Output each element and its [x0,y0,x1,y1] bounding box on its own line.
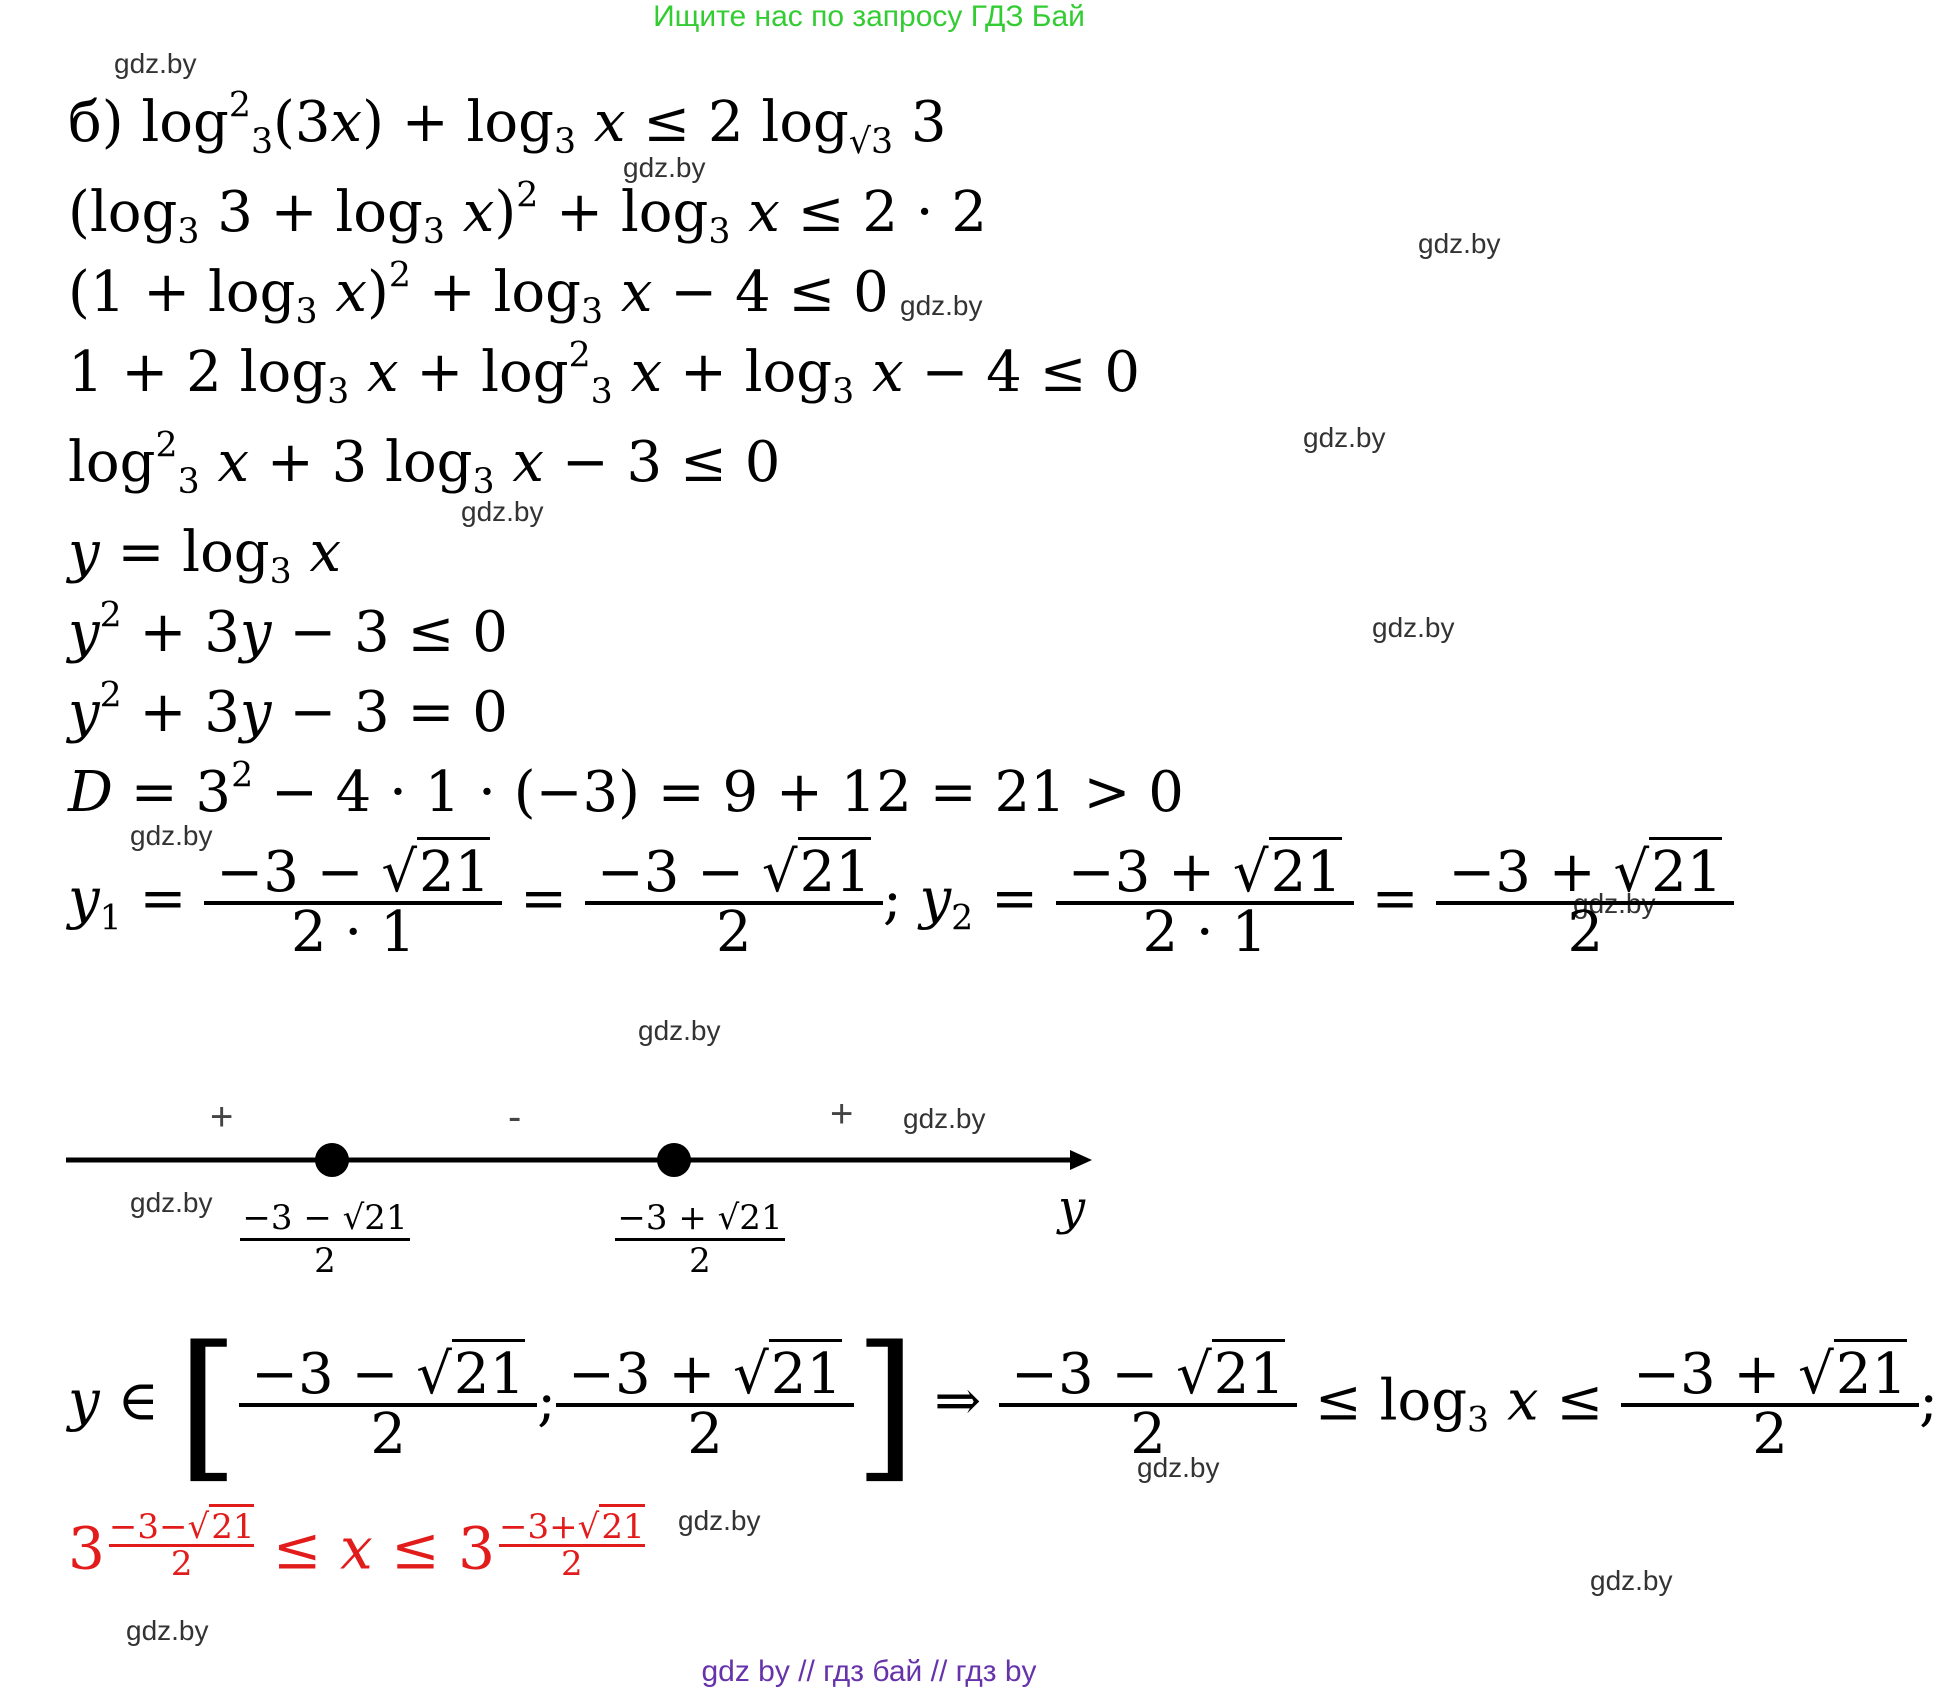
watermark: gdz.by [1590,1565,1673,1596]
watermark: gdz.by [126,1615,209,1646]
sign-minus-middle: - [508,1095,522,1139]
item-label: б) [68,90,124,155]
point-label-1-den: 2 [240,1238,410,1281]
watermark: gdz.by [1137,1452,1220,1483]
watermark: gdz.by [461,496,544,527]
quadratic-equation: $y^2 + 3y - 3 = 0$ [68,675,508,745]
watermark: gdz.by [130,1187,213,1218]
point-label-2-den: 2 [615,1238,785,1281]
roots-line: $y_1$ = $\frac{-3 - √21}{2 \cdot 1}$ = $\frac{-3 - √21}{2}$ ; $y_2$ = $\frac{-3 + √21}{2 \cdot 1}$ = $\frac{-3 + √21}{2}$ [68,845,1734,961]
number-line [60,1130,1100,1190]
discriminant-line: $D = 3^2 - 4 \cdot 1 \cdot (-3) = 9 + 12 = 21 > 0$ [68,755,1184,825]
equation-line-5: $\log^2_3 x + 3$ $\log_3 x - 3 \le 0$ [68,425,781,503]
point-label-2 [615,1198,785,1281]
equation-line-1: б) $\log^2_3(3x) + \log_3 x \le 2$ $\log_{√3} 3$ [68,85,947,163]
sign-plus-left: + [210,1095,234,1139]
equation-line-4: 1 + 2 $\log_3 x + \log^2_3 x + \log_3 x - 4 \le 0$ [68,335,1140,413]
watermark: gdz.by [900,290,983,321]
point-root-1 [315,1143,349,1177]
watermark: gdz.by [903,1103,986,1134]
substitution-line: $y = \log_3 x$ [68,520,342,593]
watermark: gdz.by [678,1505,761,1536]
point-label-2-num: −3 + √21 [617,1198,783,1238]
point-label-1 [240,1198,410,1281]
point-root-2 [657,1143,691,1177]
final-answer: 3 $\frac{-3-√21}{2}$ ≤ x ≤ 3 $\frac{-3+√21}{2}$ [68,1510,645,1581]
watermark: gdz.by [114,48,197,79]
watermark: gdz.by [1573,888,1656,919]
footer-links: gdz by // гдз бай // гдз by [701,1655,1037,1688]
sign-plus-right: + [830,1092,854,1136]
watermark: gdz.by [1418,228,1501,259]
axis-label: y [1058,1180,1086,1236]
interval-line: y ∈ [ $\frac{-3 - √21}{2}$ ; $\frac{-3 + √21}{2}$ ] ⇒ $\frac{-3 - √21}{2}$ ≤ $\log_3 x$ ≤ $\frac{-3 + √21}{2}$ ; [68,1311,1938,1498]
top-banner: Ищите нас по запросу ГДЗ Бай [653,0,1085,33]
watermark: gdz.by [638,1015,721,1046]
equation-line-3: $(1 + \log_3 x)^2 + \log_3 x - 4 \le 0$ [68,255,889,333]
quadratic-inequality: $y^2 + 3y - 3 \le 0$ [68,595,508,665]
axis-arrow [1070,1150,1092,1170]
watermark: gdz.by [623,152,706,183]
watermark: gdz.by [130,820,213,851]
equation-line-2: ($\log_3$ $3 + \log_3 x)^2 + \log_3 x \le 2 \cdot 2$ [68,175,987,253]
watermark: gdz.by [1372,612,1455,643]
point-label-1-num: −3 − √21 [242,1198,408,1238]
watermark: gdz.by [1303,422,1386,453]
